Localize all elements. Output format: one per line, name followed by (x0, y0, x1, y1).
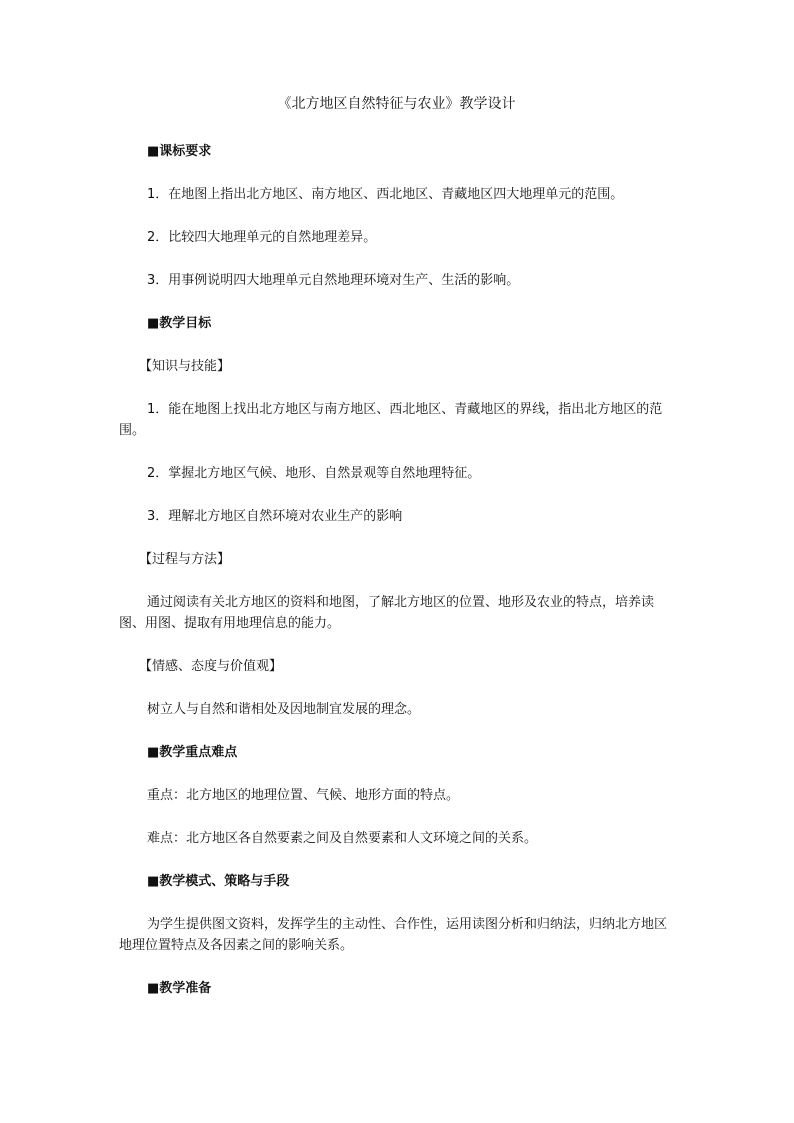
curriculum-item-1: 1．在地图上指出北方地区、南方地区、西北地区、青藏地区四大地理单元的范围。 (147, 187, 624, 202)
subheading-process: 【过程与方法】 (139, 552, 231, 567)
knowledge-item-1: 1．能在地图上找出北方地区与南方地区、西北地区、青藏地区的界线，指出北方地区的范围。 (119, 402, 663, 438)
subheading-knowledge: 【知识与技能】 (139, 359, 231, 374)
document-title: 《北方地区自然特征与农业》教学设计 (277, 96, 516, 112)
knowledge-item-3: 3．理解北方地区自然环境对农业生产的影响 (147, 509, 403, 524)
curriculum-item-3: 3．用事例说明四大地理单元自然地理环境对生产、生活的影响。 (147, 273, 520, 288)
section-heading-preparation: ■教学准备 (147, 981, 212, 996)
knowledge-item-2: 2．掌握北方地区气候、地形、自然景观等自然地理特征。 (147, 466, 481, 481)
section-heading-key-points: ■教学重点难点 (147, 745, 238, 760)
subheading-emotion: 【情感、态度与价值观】 (139, 659, 283, 674)
process-text: 通过阅读有关北方地区的资料和地图，了解北方地区的位置、地形及农业的特点，培养读图、用图、提取有用地理信息的能力。 (119, 595, 655, 631)
section-heading-curriculum: ■课标要求 (147, 144, 212, 159)
emotion-text: 树立人与自然和谐相处及因地制宜发展的理念。 (147, 702, 421, 717)
methods-text: 为学生提供图文资料，发挥学生的主动性、合作性，运用读图分析和归纳法，归纳北方地区地理位置特点及各因素之间的影响关系。 (119, 917, 668, 953)
curriculum-item-2: 2．比较四大地理单元的自然地理差异。 (147, 230, 377, 245)
section-heading-methods: ■教学模式、策略与手段 (147, 874, 290, 889)
key-point-focus: 重点：北方地区的地理位置、气候、地形方面的特点。 (147, 788, 460, 803)
key-point-difficulty: 难点：北方地区各自然要素之间及自然要素和人文环境之间的关系。 (147, 831, 538, 846)
section-heading-objectives: ■教学目标 (147, 316, 212, 331)
